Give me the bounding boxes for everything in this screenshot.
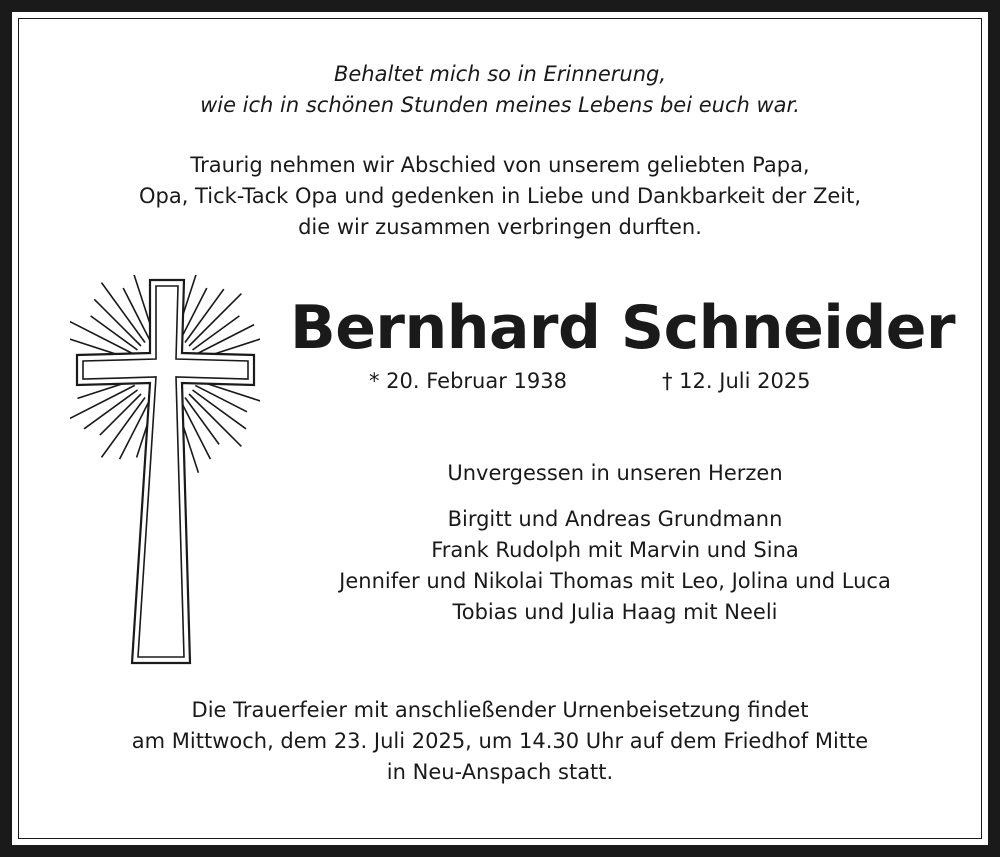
mourner-line: Jennifer und Nikolai Thomas mit Leo, Jolina und Luca [339,569,891,593]
service-line-3: in Neu-Anspach statt. [386,760,614,784]
ray-stroke [84,390,137,429]
ray-stroke [185,289,224,342]
intro-line-2: Opa, Tick-Tack Opa und gedenken in Liebe und Dankbarkeit der Zeit, [138,184,862,208]
deceased-name: Bernhard Schneider [290,293,956,363]
birth-date: * 20. Februar 1938 [369,369,567,393]
mourner-line: Tobias und Julia Haag mit Neeli [452,600,778,624]
death-date: † 12. Juli 2025 [662,369,811,393]
quote-line-2: wie ich in schönen Stunden meines Lebens bei euch war. [200,93,800,117]
ray-stroke [94,299,141,346]
intro-line-1: Traurig nehmen wir Abschied von unserem geliebten Papa, [190,153,810,177]
mourner-line: Frank Rudolph mit Marvin und Sina [431,538,799,562]
intro-line-3: die wir zusammen verbringen durften. [298,215,702,239]
ray-stroke [193,390,246,429]
service-line-2: am Mittwoch, dem 23. Juli 2025, um 14.30 Uhr auf dem Friedhof Mitte [131,729,869,753]
quote-line-1: Behaltet mich so in Erinnerung, [333,62,667,86]
cross-with-rays-icon [70,275,260,670]
mourner-line: Birgitt und Andreas Grundmann [447,507,783,531]
remembrance-line: Unvergessen in unseren Herzen [447,461,783,485]
service-line-1: Die Trauerfeier mit anschließender Urnenbeisetzung findet [191,698,809,722]
